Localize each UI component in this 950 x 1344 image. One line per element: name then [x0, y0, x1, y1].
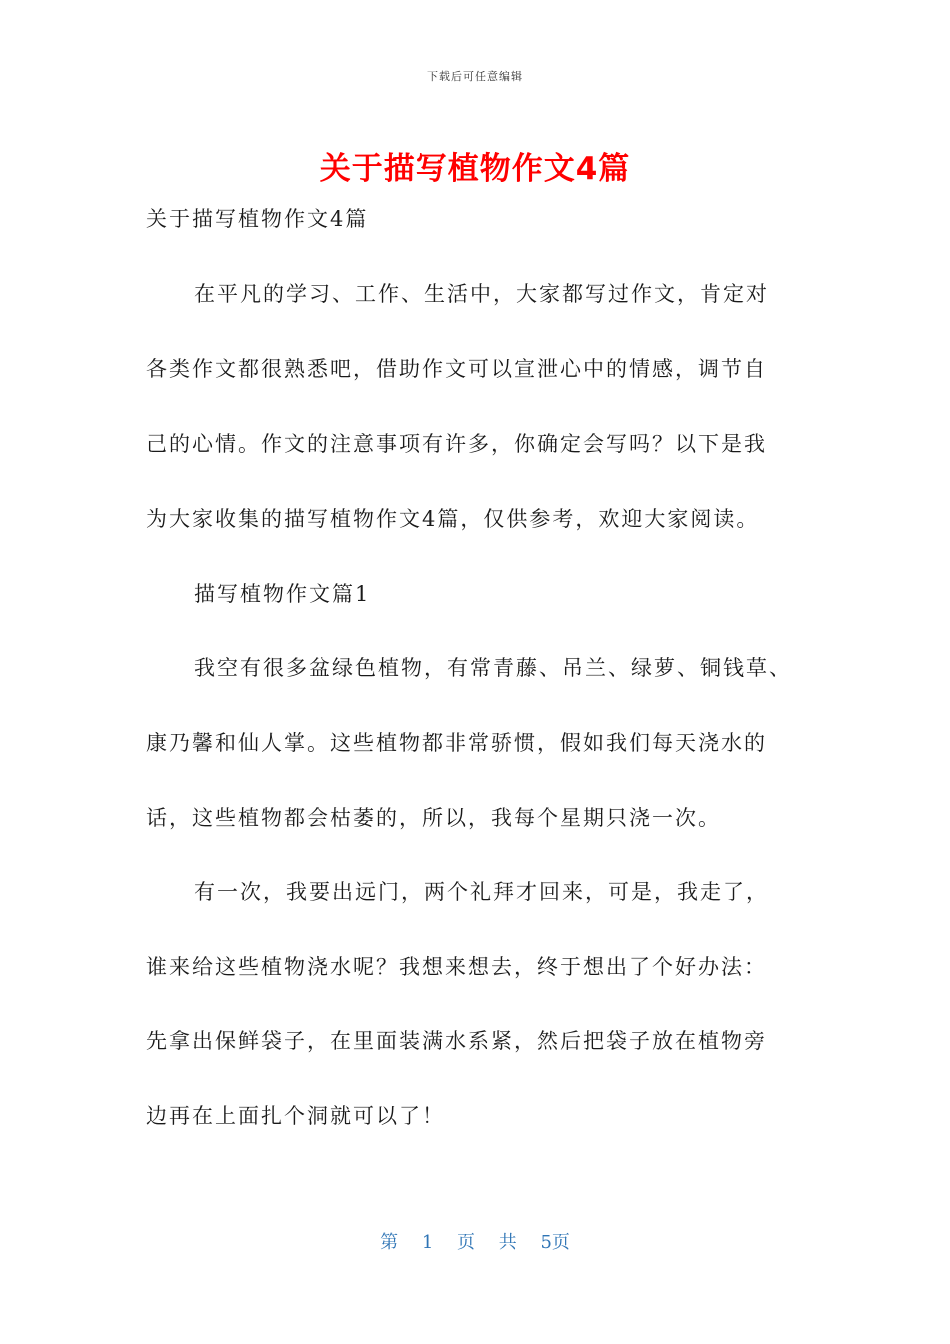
footer-total-prefix: 共 — [498, 1232, 517, 1253]
footer-current-page: 1 — [421, 1232, 434, 1253]
footer-prefix: 第 — [380, 1232, 399, 1253]
page-footer — [0, 1228, 950, 1254]
section-heading: 描写植物作文篇1 — [194, 582, 371, 606]
paragraph-line: 谁来给这些植物浇水呢？我想来想去，终于想出了个好办法： — [146, 955, 767, 979]
footer-total-pages: 5页 — [540, 1232, 570, 1253]
paragraph-line: 在平凡的学习、工作、生活中，大家都写过作文，肯定对 — [194, 282, 769, 306]
paragraph-line: 话，这些植物都会枯萎的，所以，我每个星期只浇一次。 — [146, 806, 721, 830]
paragraph-line: 为大家收集的描写植物作文4篇，仅供参考，欢迎大家阅读。 — [146, 507, 760, 531]
paragraph-line: 边再在上面扎个洞就可以了！ — [146, 1104, 445, 1128]
paragraph-line: 己的心情。作文的注意事项有许多，你确定会写吗？以下是我 — [146, 432, 767, 456]
paragraph-line: 各类作文都很熟悉吧，借助作文可以宣泄心中的情感，调节自 — [146, 357, 767, 381]
footer-page-unit: 页 — [457, 1232, 475, 1253]
paragraph-line: 先拿出保鲜袋子，在里面装满水系紧，然后把袋子放在植物旁 — [146, 1029, 767, 1053]
paragraph-line: 有一次，我要出远门，两个礼拜才回来，可是，我走了， — [194, 880, 769, 904]
paragraph-line: 康乃馨和仙人掌。这些植物都非常骄惯，假如我们每天浇水的 — [146, 731, 767, 755]
subtitle-line: 关于描写植物作文4篇 — [146, 207, 369, 231]
document-title: 关于描写植物作文4篇 — [319, 151, 631, 187]
paragraph-line: 我空有很多盆绿色植物，有常青藤、吊兰、绿萝、铜钱草、 — [194, 656, 792, 680]
header-note: 下载后可任意编辑 — [427, 70, 523, 83]
